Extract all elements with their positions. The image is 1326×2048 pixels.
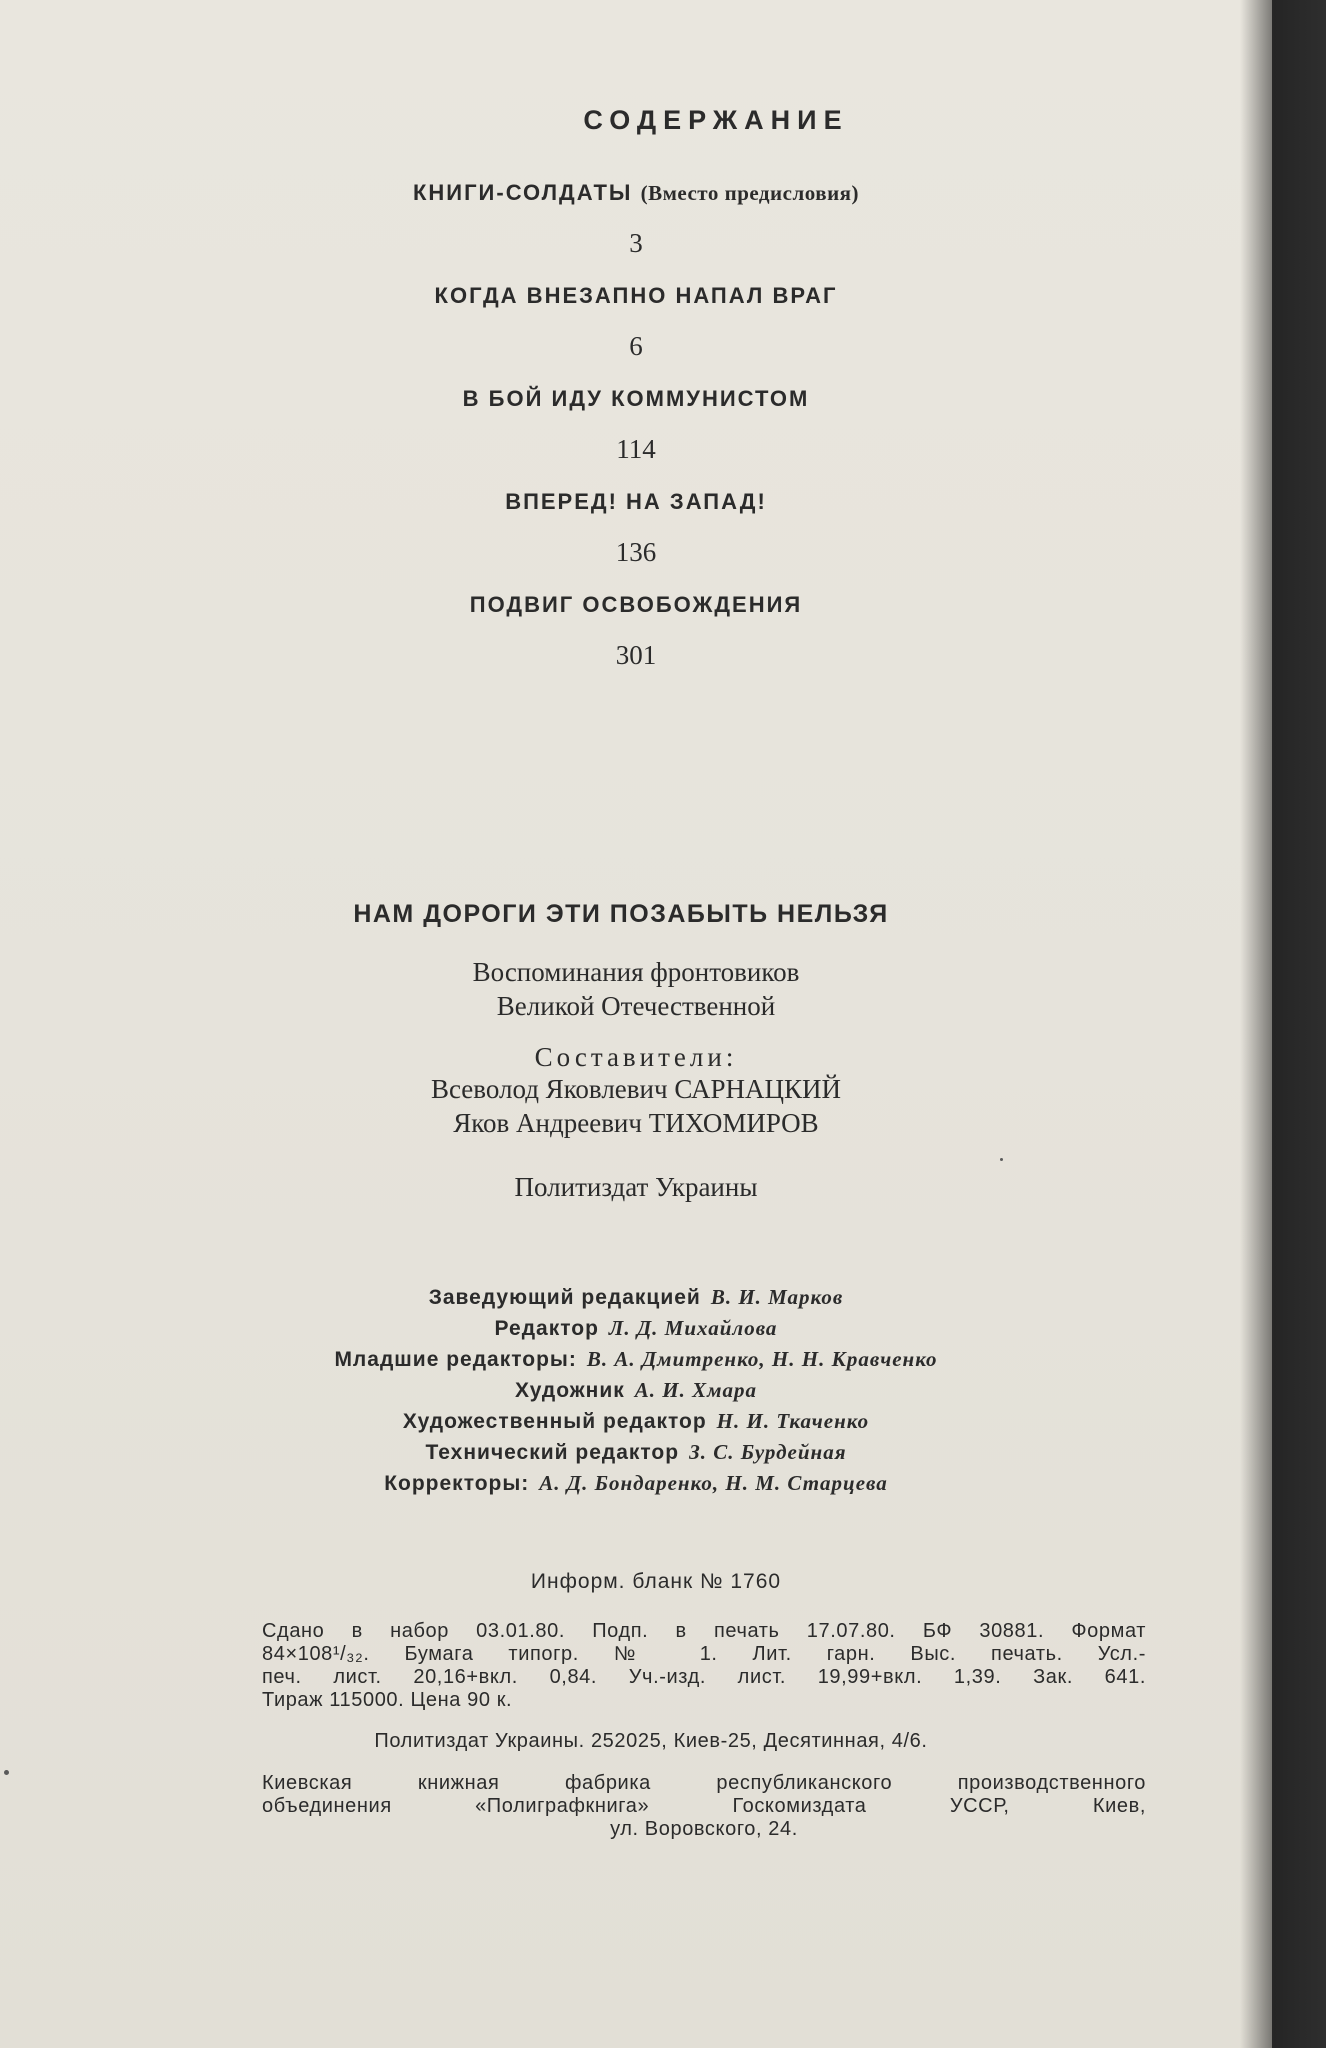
credit-name: Н. И. Ткаченко [716, 1409, 870, 1433]
toc-entry-title: В БОЙ ИДУ КОММУНИСТОМ [462, 386, 810, 411]
toc-entry-title: ВПЕРЕД! НА ЗАПАД! [505, 489, 767, 514]
toc-entry [0, 180, 1272, 259]
credit-name: В. И. Марков [710, 1285, 844, 1309]
compiler-name: Всеволод Яковлевич САРНАЦКИЙ [430, 1074, 841, 1104]
credit-role: Заведующий редакцией [428, 1286, 701, 1309]
factory-line: объединения «Полиграфкнига» Госкомиздата УССР, Киев, [262, 1795, 1146, 1817]
credit-role: Младшие редакторы: [334, 1348, 577, 1371]
credit-row [0, 1375, 1272, 1406]
paper-speck [4, 1770, 9, 1775]
credit-role: Редактор [494, 1317, 599, 1340]
credit-name: В. А. Дмитренко, Н. Н. Кравченко [586, 1347, 938, 1371]
book-title: НАМ ДОРОГИ ЭТИ ПОЗАБЫТЬ НЕЛЬЗЯ [353, 900, 889, 928]
toc-entry [0, 489, 1272, 568]
toc-entry-page: 6 [629, 331, 643, 361]
toc-entry-title: ПОДВИГ ОСВОБОЖДЕНИЯ [469, 592, 803, 617]
subtitle-line: Воспоминания фронтовиков [472, 957, 800, 987]
credit-row [0, 1468, 1272, 1499]
toc-entry-title: КНИГИ-СОЛДАТЫ [412, 180, 633, 205]
credit-row [0, 1344, 1272, 1375]
print-line: 84×108¹/₃₂. Бумага типогр. № 1. Лит. гарн. Выс. печать. Усл.- [262, 1643, 1146, 1665]
toc-entry [0, 592, 1272, 671]
contents-list [0, 180, 1272, 695]
page-edge-shadow [1240, 0, 1326, 2048]
credit-row [0, 1313, 1272, 1344]
toc-entry-page: 301 [615, 640, 657, 670]
book-subtitle [0, 955, 1272, 1023]
toc-entry [0, 283, 1272, 362]
credit-role: Корректоры: [384, 1472, 530, 1495]
paper-speck [1000, 1158, 1003, 1161]
toc-entry-page: 136 [615, 537, 657, 567]
credit-name: А. И. Хмара [634, 1378, 757, 1402]
publisher-address: Политиздат Украины. 252025, Киев-25, Десятинная, 4/6. [374, 1730, 928, 1752]
print-details [262, 1620, 1146, 1712]
print-line: печ. лист. 20,16+вкл. 0,84. Уч.-изд. лист. 19,99+вкл. 1,39. Зак. 641. [262, 1666, 1146, 1688]
toc-entry [0, 386, 1272, 465]
inform-blank: Информ. бланк № 1760 [530, 1570, 782, 1593]
toc-entry-title: КОГДА ВНЕЗАПНО НАПАЛ ВРАГ [434, 283, 838, 308]
credit-name: З. С. Бурдейная [689, 1440, 847, 1464]
compilers-label: Составители: [534, 1042, 738, 1072]
toc-entry-page: 3 [629, 228, 643, 258]
credit-name: А. Д. Бондаренко, Н. М. Старцева [539, 1471, 888, 1495]
credit-role: Художник [515, 1379, 625, 1402]
printing-factory [262, 1772, 1146, 1841]
factory-line: Киевская книжная фабрика республиканского производственного [262, 1772, 1146, 1794]
credit-row [0, 1282, 1272, 1313]
compiler-name: Яков Андреевич ТИХОМИРОВ [453, 1108, 819, 1138]
credit-role: Технический редактор [425, 1441, 680, 1464]
toc-entry-aside: (Вместо предисловия) [640, 181, 860, 205]
credit-row [0, 1406, 1272, 1437]
credit-name: Л. Д. Михайлова [608, 1316, 778, 1340]
subtitle-line: Великой Отечественной [496, 991, 776, 1021]
toc-entry-page: 114 [616, 434, 656, 464]
credit-row [0, 1437, 1272, 1468]
print-line: Тираж 115000. Цена 90 к. [262, 1689, 513, 1711]
print-line: Сдано в набор 03.01.80. Подп. в печать 17.07.80. БФ 30881. Формат [262, 1620, 1146, 1642]
factory-line: ул. Воровского, 24. [610, 1818, 798, 1840]
publisher: Политиздат Украины [514, 1172, 758, 1202]
contents-heading: СОДЕРЖАНИЕ [583, 105, 849, 135]
staff-credits [0, 1282, 1272, 1499]
credit-role: Художественный редактор [402, 1410, 707, 1433]
